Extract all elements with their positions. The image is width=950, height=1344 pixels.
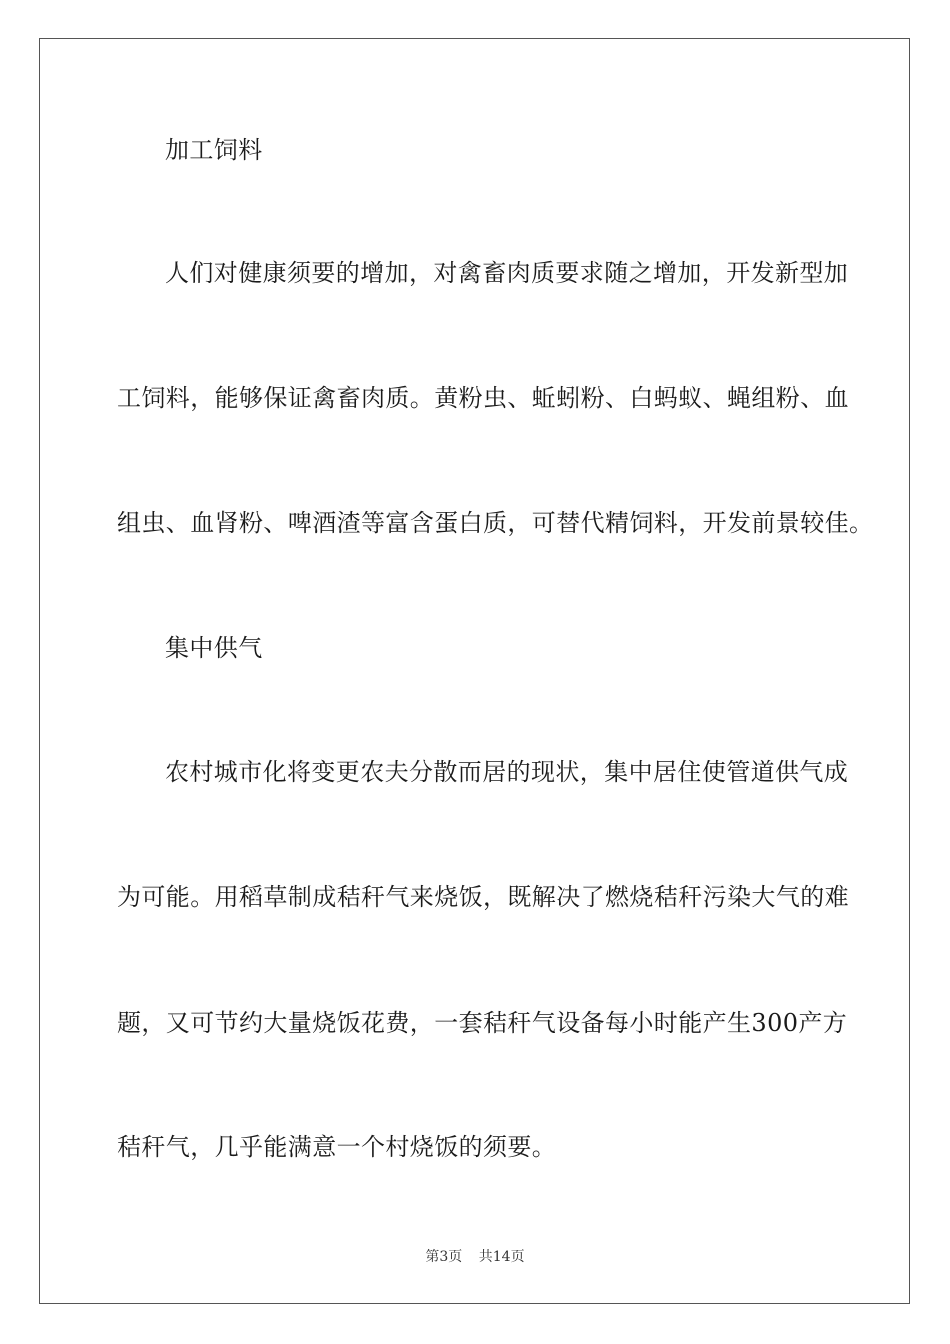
page-frame (39, 38, 910, 1304)
page-number-current: 第3页 (425, 1249, 463, 1265)
paragraph-line: 为可能。用稻草制成秸秆气来烧饭，既解决了燃烧秸秆污染大气的难 (117, 883, 849, 911)
page-footer (0, 1248, 950, 1266)
page-number-total: 共14页 (478, 1249, 525, 1265)
paragraph-line: 秸秆气，几乎能满意一个村烧饭的须要。 (117, 1133, 557, 1161)
paragraph-line: 题，又可节约大量烧饭花费，一套秸秆气设备每小时能产生300产方 (117, 1009, 848, 1037)
section-heading: 集中供气 (165, 634, 263, 662)
paragraph-line: 工饲料，能够保证禽畜肉质。黄粉虫、蚯蚓粉、白蚂蚁、蝇组粉、血 (117, 384, 849, 412)
paragraph-line: 农村城市化将变更农夫分散而居的现状，集中居住使管道供气成 (165, 758, 849, 786)
paragraph-line: 组虫、血肾粉、啤酒渣等富含蛋白质，可替代精饲料，开发前景较佳。 (117, 509, 874, 537)
section-heading: 加工饲料 (165, 136, 263, 164)
paragraph-line: 人们对健康须要的增加，对禽畜肉质要求随之增加，开发新型加 (165, 259, 849, 287)
